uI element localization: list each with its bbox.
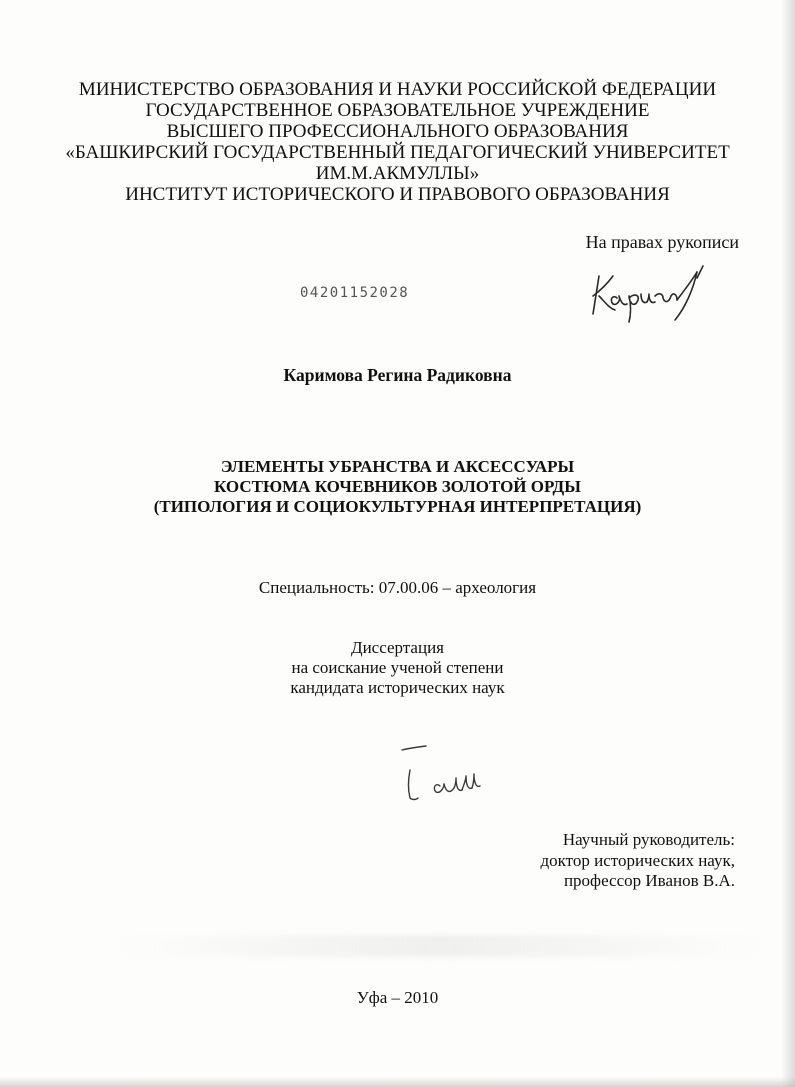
header-line: ВЫСШЕГО ПРОФЕССИОНАЛЬНОГО ОБРАЗОВАНИЯ: [166, 121, 629, 142]
header-line: ИМ.М.АКМУЛЛЫ»: [315, 163, 480, 184]
scientific-advisor: [540, 830, 735, 892]
manuscript-note: На правах рукописи: [585, 232, 739, 252]
advisor-line: доктор исторических наук,: [540, 850, 735, 870]
header-line: ИНСТИТУТ ИСТОРИЧЕСКОГО И ПРАВОВОГО ОБРАЗОВАНИЯ: [125, 184, 670, 205]
header-line: МИНИСТЕРСТВО ОБРАЗОВАНИЯ И НАУКИ РОССИЙСКОЙ ФЕДЕРАЦИИ: [78, 79, 717, 100]
scan-edge-bottom: [0, 1077, 795, 1087]
city-year: Уфа – 2010: [356, 988, 439, 1007]
dissertation-title: [0, 457, 795, 517]
specialty-line: Специальность: 07.00.06 – археология: [258, 578, 537, 597]
author-signature: [585, 262, 725, 324]
title-line: ЭЛЕМЕНТЫ УБРАНСТВА И АКСЕССУАРЫ: [220, 457, 575, 476]
title-line: КОСТЮМА КОЧЕВНИКОВ ЗОЛОТОЙ ОРДЫ: [214, 477, 581, 496]
handwritten-mark: [400, 744, 510, 806]
document-code: 04201152028: [300, 285, 410, 301]
advisor-line: профессор Иванов В.А.: [563, 871, 735, 890]
header-line: «БАШКИРСКИЙ ГОСУДАРСТВЕННЫЙ ПЕДАГОГИЧЕСКИЙ УНИВЕРСИТЕТ: [65, 142, 730, 163]
degree-line: на соискание ученой степени: [291, 658, 504, 677]
author-name: Каримова Регина Радиковна: [283, 365, 512, 385]
title-line: (ТИПОЛОГИЯ И СОЦИОКУЛЬТУРНАЯ ИНТЕРПРЕТАЦИЯ): [153, 497, 642, 516]
advisor-line: Научный руководитель:: [562, 830, 735, 849]
scan-smudge: [120, 935, 760, 957]
degree-line: Диссертация: [350, 638, 444, 657]
header-line: ГОСУДАРСТВЕННОЕ ОБРАЗОВАТЕЛЬНОЕ УЧРЕЖДЕНИЕ: [145, 100, 650, 121]
degree-info: [0, 638, 795, 698]
institution-header: [0, 79, 795, 205]
degree-line: кандидата исторических наук: [290, 678, 505, 697]
